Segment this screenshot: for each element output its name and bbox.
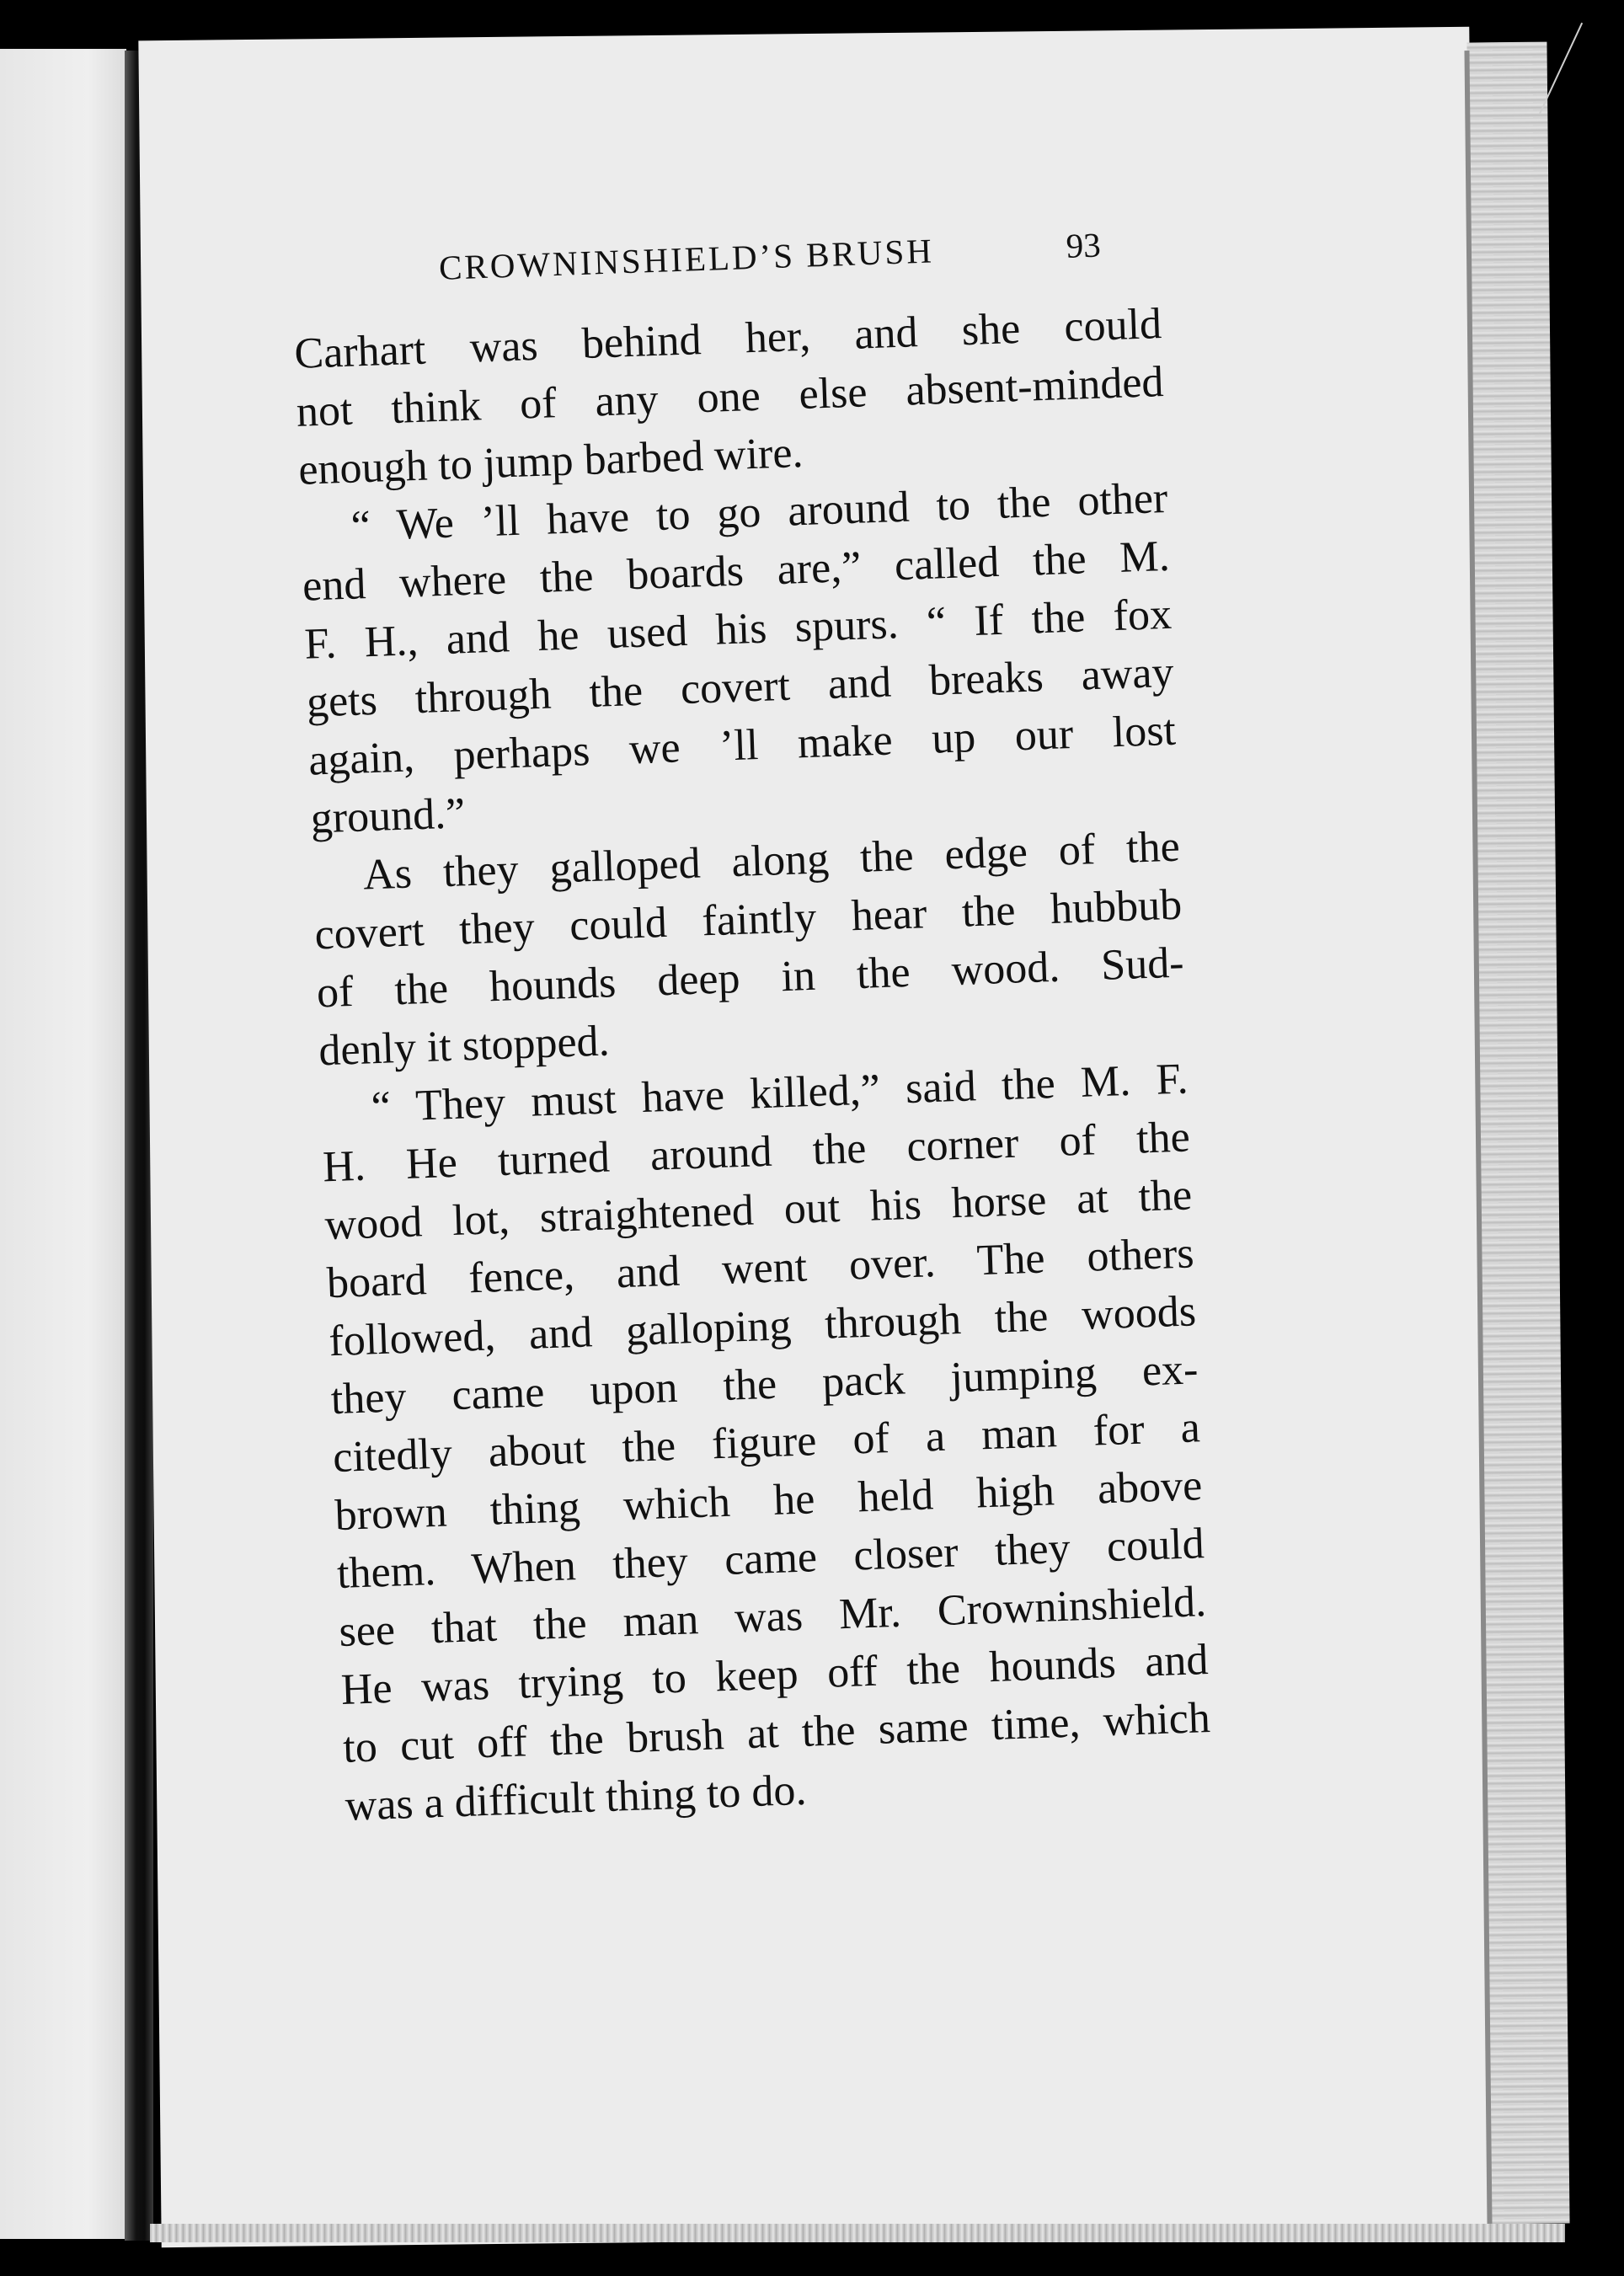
text-line: end where the boards are,” called the M.: [302, 532, 1171, 611]
text-line: F. H., and he used his spurs. “ If the fox: [303, 590, 1173, 669]
previous-page-edge: [0, 49, 126, 2239]
text-line: enough to jump barbed wire.: [297, 428, 804, 494]
text-line: covert they could faintly hear the hubbub: [313, 880, 1183, 959]
text-line: board fence, and went over. The others: [326, 1229, 1195, 1308]
text-line: was a difficult thing to do.: [344, 1766, 808, 1830]
running-head-title: CROWNINSHIELD’S BRUSH: [438, 231, 935, 287]
text-line: ground.”: [309, 789, 467, 843]
page-text: [291, 214, 1213, 1835]
page-number: 93: [1065, 225, 1102, 265]
text-line: gets through the covert and breaks away: [306, 648, 1175, 727]
text-line: He was trying to keep off the hounds and: [339, 1636, 1210, 1714]
text-line: citedly about the figure of a man for a: [332, 1403, 1201, 1483]
text-line: of the hounds deep in the wood. Sud-: [316, 938, 1185, 1018]
binding-thread: [1539, 23, 1614, 130]
text-line: followed, and galloping through the woods: [328, 1287, 1197, 1366]
text-line: H. He turned around the corner of the: [322, 1113, 1191, 1192]
text-line: they came upon the pack jumping ex-: [329, 1345, 1199, 1424]
text-line: As they galloped along the edge of the: [362, 822, 1181, 900]
text-line: not think of any one else absent-minded: [295, 357, 1165, 436]
text-line: Carhart was behind her, and she could: [293, 299, 1162, 378]
text-line: again, perhaps we ’ll make up our lost: [307, 706, 1177, 785]
text-line: brown thing which he held high above: [334, 1461, 1204, 1541]
text-line: see that the man was Mr. Crowninshield.: [338, 1578, 1207, 1656]
page-bottom-edge: [150, 2224, 1565, 2242]
text-line: them. When they came closer they could: [336, 1520, 1205, 1599]
text-line: “ We ’ll have to go around to the other: [350, 473, 1169, 551]
text-line: denly it stopped.: [318, 1017, 611, 1076]
text-line: wood lot, straightened out his horse at the: [323, 1171, 1194, 1250]
text-line: to cut off the brush at the same time, which: [342, 1693, 1211, 1772]
text-line: “ They must have killed,” said the M. F.: [370, 1055, 1189, 1132]
